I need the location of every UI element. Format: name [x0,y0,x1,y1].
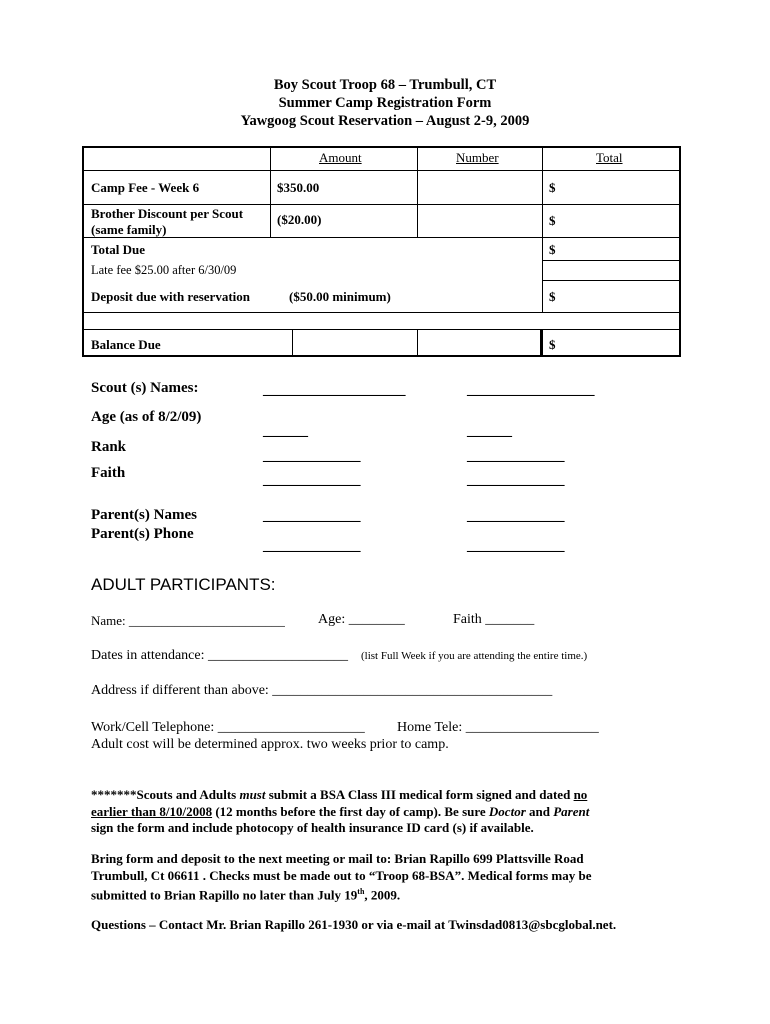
balance-due-label: Balance Due [91,337,161,352]
camp-fee-amount: $350.00 [277,180,320,195]
deposit-total: $ [549,289,556,304]
medical-form-note: *******Scouts and Adults must submit a BSA Class III medical form signed and dated no earlier than 8/10/2008 (12 months before the first day of camp). Be sure Doctor and Parent sign the form and include photocopy of health insurance ID card (s) if available. [91,787,590,835]
mailing-instructions: Bring form and deposit to the next meeting or mail to: Brian Rapillo 699 Plattsville Road Trumbull, Ct 06611 . Checks must be made out to “Troop 68-BSA”. Medical forms may be submitted to Brian Rapillo no later than July 19th, 2009. [91,851,592,903]
dates-attendance-note: (list Full Week if you are attending the entire time.) [361,650,588,662]
home-phone-field[interactable]: Home Tele: ___________________ [397,720,599,735]
total-due-total: $ [549,242,556,257]
parent-names-field-2[interactable]: _____________ [467,508,565,524]
camp-fee-label: Camp Fee - Week 6 [91,180,200,195]
brother-discount-label-2: (same family) [91,222,167,237]
brother-discount-amount: ($20.00) [277,212,322,227]
faith-field-2[interactable]: _____________ [467,472,565,488]
adult-age-field[interactable]: Age: ________ [318,612,405,627]
age-label: Age (as of 8/2/09) [91,409,202,425]
parent-phone-field-1[interactable]: _____________ [263,538,361,554]
balance-due-total: $ [549,337,556,352]
adult-cost-note: Adult cost will be determined approx. two weeks prior to camp. [91,737,449,752]
questions-contact: Questions – Contact Mr. Brian Rapillo 261-1930 or via e-mail at Twinsdad0813@sbcglobal.net. [91,917,617,932]
rank-label: Rank [91,439,127,455]
fee-table [82,146,681,357]
adult-name-field[interactable]: Name: ________________________ [91,613,285,628]
brother-discount-total: $ [549,213,556,228]
column-header-number: Number [456,150,499,165]
parent-names-field-1[interactable]: _____________ [263,508,361,524]
parent-phone-label: Parent(s) Phone [91,526,194,542]
address-field[interactable]: Address if different than above: ________________________________________ [91,683,553,698]
rank-field-2[interactable]: _____________ [467,448,565,464]
form-title-line-2: Summer Camp Registration Form [278,95,492,111]
column-header-amount: Amount [319,150,362,165]
parent-phone-field-2[interactable]: _____________ [467,538,565,554]
age-field-2[interactable]: ______ [467,423,512,439]
total-due-label: Total Due [91,242,146,257]
parent-names-label: Parent(s) Names [91,507,197,523]
deposit-amount: ($50.00 minimum) [289,289,391,304]
faith-label: Faith [91,465,126,481]
age-field-1[interactable]: ______ [263,423,308,439]
work-phone-field[interactable]: Work/Cell Telephone: _____________________ [91,720,365,735]
scout-name-field-2[interactable]: _________________ [467,382,595,398]
deposit-label: Deposit due with reservation [91,289,251,304]
brother-discount-label-1: Brother Discount per Scout [91,206,244,221]
rank-field-1[interactable]: _____________ [263,448,361,464]
adult-participants-heading: ADULT PARTICIPANTS: [91,575,276,594]
adult-faith-field[interactable]: Faith _______ [453,612,535,627]
scout-names-label: Scout (s) Names: [91,380,199,396]
camp-fee-total: $ [549,180,556,195]
dates-attendance-field[interactable]: Dates in attendance: ____________________ [91,648,349,663]
late-fee-note: Late fee $25.00 after 6/30/09 [91,263,237,277]
form-title-line-1: Boy Scout Troop 68 – Trumbull, CT [273,77,497,93]
form-title-line-3: Yawgoog Scout Reservation – August 2-9, 2009 [240,113,530,129]
faith-field-1[interactable]: _____________ [263,472,361,488]
column-header-total: Total [596,150,623,165]
scout-name-field-1[interactable]: ___________________ [263,382,406,398]
